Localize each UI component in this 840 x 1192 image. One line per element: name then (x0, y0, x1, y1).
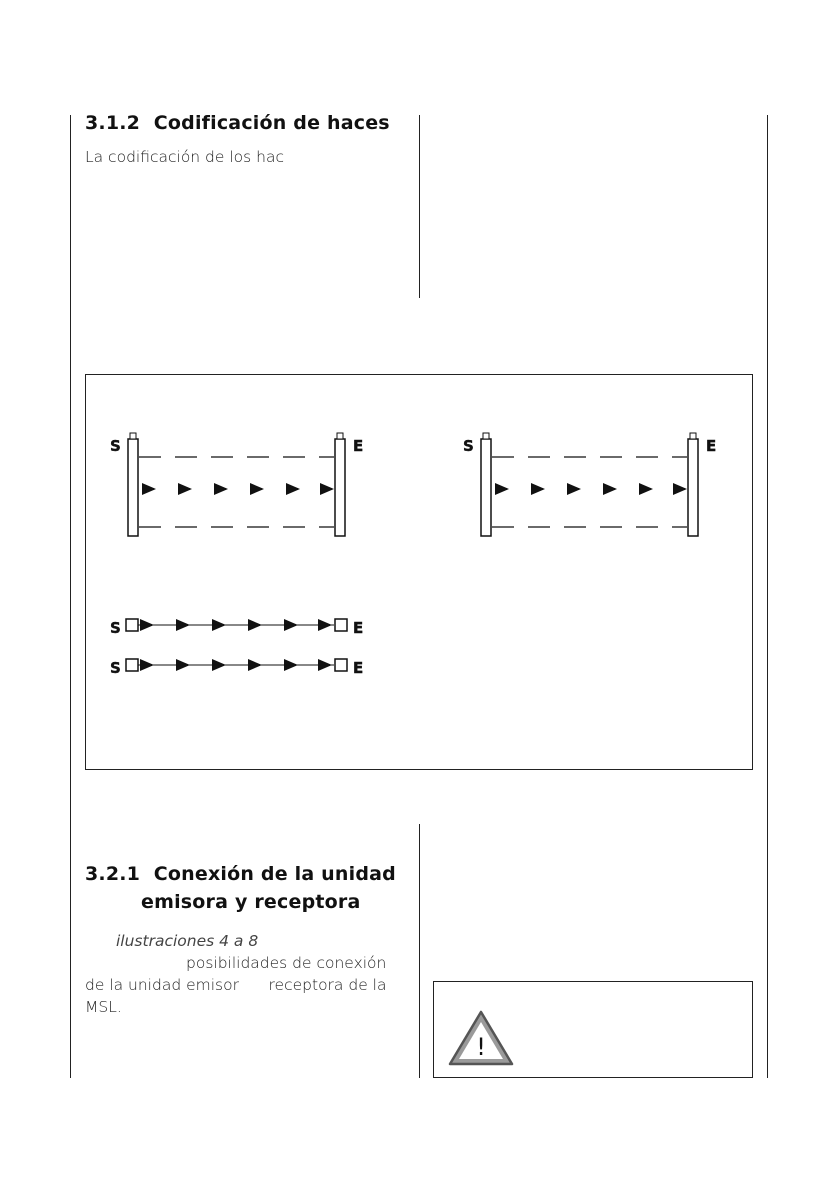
section-321-title-line1: Conexión de la unidad (153, 863, 396, 885)
sender-box (126, 619, 138, 631)
receiver-label: E (353, 437, 364, 455)
receiver-bar-right (688, 439, 698, 536)
beam-coding-figure (85, 374, 753, 770)
sender-label: S (110, 437, 121, 455)
receiver-bar-left (335, 439, 345, 536)
receiver-box (335, 619, 347, 631)
single-beam-row-1 (110, 619, 363, 637)
warning-box (433, 981, 753, 1078)
warning-triangle-icon (446, 1008, 516, 1070)
section-321-body-line2: posibilidades de conexión (186, 954, 387, 972)
receiver-label: E (706, 437, 717, 455)
sender-label: S (110, 659, 121, 677)
section-312-number: 3.1.2 (85, 112, 141, 134)
warning-symbol: ! (476, 1033, 486, 1061)
receiver-label: E (353, 659, 364, 677)
sender-box (126, 659, 138, 671)
beam-coding-diagram (86, 375, 754, 771)
sender-bar-right (481, 439, 491, 536)
section-321-title-line2: emisora y receptora (141, 891, 361, 913)
section-312-title: Codificación de haces (153, 112, 390, 134)
section-321-body-line3: de la unidad emisor receptora de la (85, 976, 387, 994)
section-321-heading (85, 860, 396, 916)
receiver-cap-left (337, 433, 343, 439)
sender-bar-left (128, 439, 138, 536)
sender-cap-left (130, 433, 136, 439)
receiver-box (335, 659, 347, 671)
section-321-heading-line1 (85, 860, 396, 888)
section-312-body: La codificación de los hac (85, 148, 284, 166)
section-321-italic-ref: ilustraciones 4 a 8 (116, 932, 259, 950)
section-312-heading (85, 112, 390, 134)
curtain-pair-left (110, 433, 363, 536)
single-beam-row-2 (110, 659, 363, 677)
right-margin-rule (767, 115, 768, 1078)
section-321-number: 3.2.1 (85, 863, 141, 885)
curtain-pair-right (463, 433, 716, 536)
sender-label: S (463, 437, 474, 455)
receiver-cap-right (690, 433, 696, 439)
section-321-body-line4: MSL. (85, 998, 122, 1016)
column-divider-bottom (419, 824, 420, 1078)
sender-label: S (110, 619, 121, 637)
sender-cap-right (483, 433, 489, 439)
column-divider-top (419, 115, 420, 298)
receiver-label: E (353, 619, 364, 637)
left-margin-rule (70, 115, 71, 1078)
